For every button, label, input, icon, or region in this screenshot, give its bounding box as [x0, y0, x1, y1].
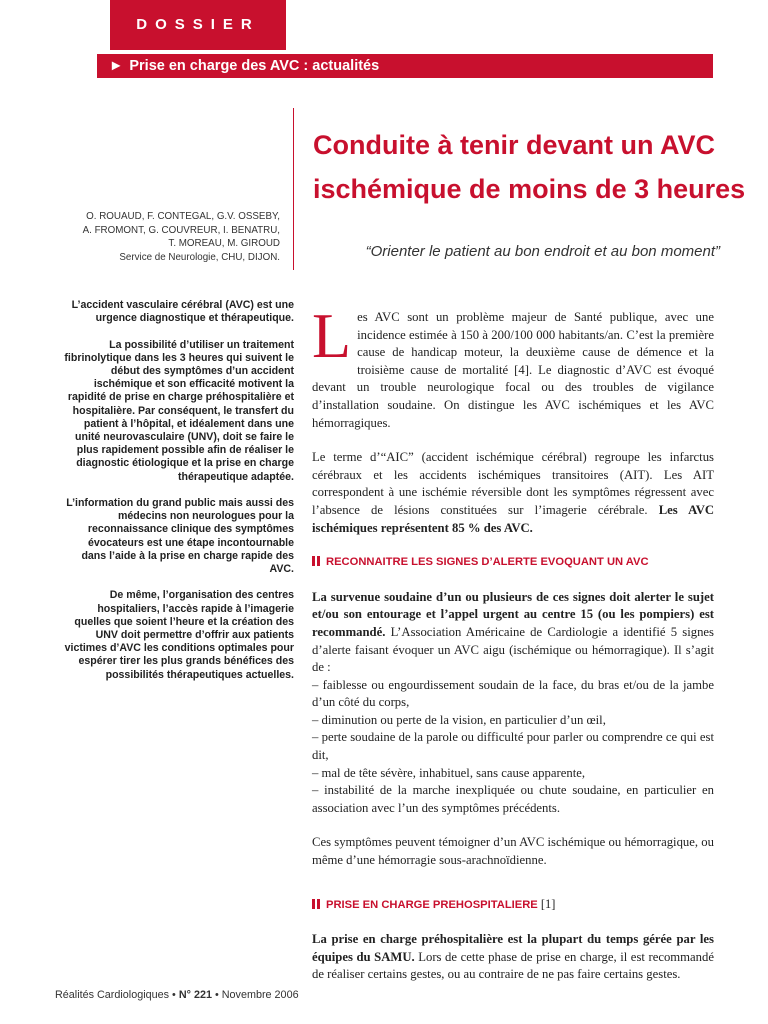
section-heading [312, 896, 714, 915]
prehospital-text: Lors de cette phase de prise en charge, il est recommandé de réaliser certains gestes, ou au contraire de ne pas faire certains gestes. [312, 949, 714, 982]
aic-bold-text: Les AVC ischémiques représentent 85 % des AVC. [312, 502, 715, 535]
page-footer [55, 989, 455, 1001]
prehospital-paragraph [312, 931, 714, 984]
topic-banner [97, 54, 713, 78]
drop-cap: L [312, 300, 352, 371]
intro-paragraph [312, 300, 714, 432]
issue-number: N° 221 [178, 989, 212, 1001]
abstract-column [62, 299, 294, 695]
warning-text: L’Association Américaine de Cardiologie a identifié 5 signes d’alerte faisant évoquer un AVC aigu (ischémique ou hémorragique). Il s’agit de : [312, 624, 714, 675]
intro-text: es AVC sont un problème majeur de Santé publique, avec une incidence estimée à 150 à 200/100 000 habitants/an. C’est la première cause de handicap moteur, la deuxième cause de démence et la troisième cause de mortalité [4]. Le diagnostic d’AVC est évoqué devant un trouble neurologique focal ou des troubles de vigilance d’installation soudaine. On distingue les AVC ischémiques et les AVC hémorragiques. [312, 310, 714, 430]
abstract-paragraph: De même, l’organisation des centres hospitaliers, l’accès rapide à l’imagerie quelles que soient l’heure et la création des UNV doit permettre d’offrir aux patients victimes d’AVC les conditions optimales pour espérer tirer les plus grands bénéfices des possibilités thérapeutiques actuelles. [64, 589, 294, 681]
abstract-paragraph: L’accident vasculaire cérébral (AVC) est une urgence diagnostique et thérapeutique. [71, 299, 294, 325]
signs-list [312, 677, 714, 818]
section-marker-icon [312, 899, 322, 911]
section-marker-icon [312, 556, 322, 568]
topic-title: Prise en charge des AVC : actualités [129, 58, 380, 74]
article-title: Conduite à tenir devant un AVC ischémique de moins de 3 heures [313, 130, 746, 204]
play-arrow-icon: ► [109, 58, 124, 74]
author-block [40, 210, 280, 264]
separator: • [214, 989, 219, 1001]
prehospital-bold-text: La prise en charge préhospitalière est la plupart du temps gérée par les équipes du SAMU. [312, 932, 714, 964]
list-item: – diminution ou perte de la vision, en particulier d’un œil, [312, 712, 606, 727]
section-title: PRISE EN CHARGE PREHOSPITALIERE [326, 898, 538, 911]
section-heading [312, 554, 714, 572]
list-item: – mal de tête sévère, inhabituel, sans cause apparente, [312, 765, 586, 780]
list-item: – perte soudaine de la parole ou difficulté pour parler ou comprendre ce qui est dit, [312, 730, 714, 763]
journal-name: Réalités Cardiologiques [55, 989, 170, 1001]
warning-bold-text: La survenue soudaine d’un ou plusieurs de ces signes doit alerter le sujet et/ou son entourage et l’appel urgent au centre 15 (ou les pompiers) est recommandé. [312, 589, 714, 639]
warning-signs-paragraph [312, 589, 714, 677]
aic-text: Le terme d’“AIC” (accident ischémique cérébral) regroupe les infarctus cérébraux et les accidents ischémiques transitoires (AIT). Les AIT correspondent à une ischémie réversible dont les symptômes régressent avec l’absence de lésions constituées sur l’imagerie cérébrale. [312, 450, 714, 517]
aic-paragraph [312, 449, 714, 537]
list-item: – faiblesse ou engourdissement soudain de la face, du bras et/ou de la jambe d’un côté du corps, [312, 677, 714, 710]
affiliation: Service de Neurologie, CHU, DIJON. [119, 251, 280, 263]
authors-line: O. ROUAUD, F. CONTEGAL, G.V. OSSEBY, [86, 211, 280, 222]
abstract-paragraph: La possibilité d’utiliser un traitement fibrinolytique dans les 3 heures qui suivent le début des symptômes d’un accident ischémique et son efficacité motivent la rapidité de prise en charge préhospitalière et hospitalière. Par conséquent, le transfert du patient à l’hôpital, et idéalement dans une unité neurovasculaire (UNV), doit se faire le plus rapidement possible afin de réaliser le diagnostic étiologique et la prise en charge thérapeutique adaptée. [64, 338, 294, 483]
abstract-paragraph: L’information du grand public mais aussi des médecins non neurologues pour la reconnaissance clinique des symptômes évocateurs est une étape incontournable dans l’aide à la prise en charge rapide des AVC. [66, 497, 294, 576]
article-quote: “Orienter le patient au bon endroit et au bon moment” [365, 243, 720, 260]
separator: • [172, 989, 176, 1001]
authors-line: T. MOREAU, M. GIROUD [168, 238, 280, 249]
dossier-label: DOSSIER [110, 0, 286, 50]
list-item: – instabilité de la marche inexpliquée ou chute soudaine, en particulier en association avec l’un des symptômes précédents. [312, 783, 714, 815]
symptoms-paragraph: Ces symptômes peuvent témoigner d’un AVC ischémique ou hémorragique, ou même d’une hémorragie sous-arachnoïdienne. [312, 835, 714, 868]
main-column [312, 300, 715, 1001]
reference: [1] [540, 896, 556, 911]
issue-date: Novembre 2006 [221, 989, 299, 1001]
section-title: RECONNAITRE LES SIGNES D’ALERTE EVOQUANT UN AVC [326, 556, 649, 569]
heading-divider [293, 108, 294, 270]
authors-line: A. FROMONT, G. COUVREUR, I. BENATRU, [82, 224, 280, 236]
